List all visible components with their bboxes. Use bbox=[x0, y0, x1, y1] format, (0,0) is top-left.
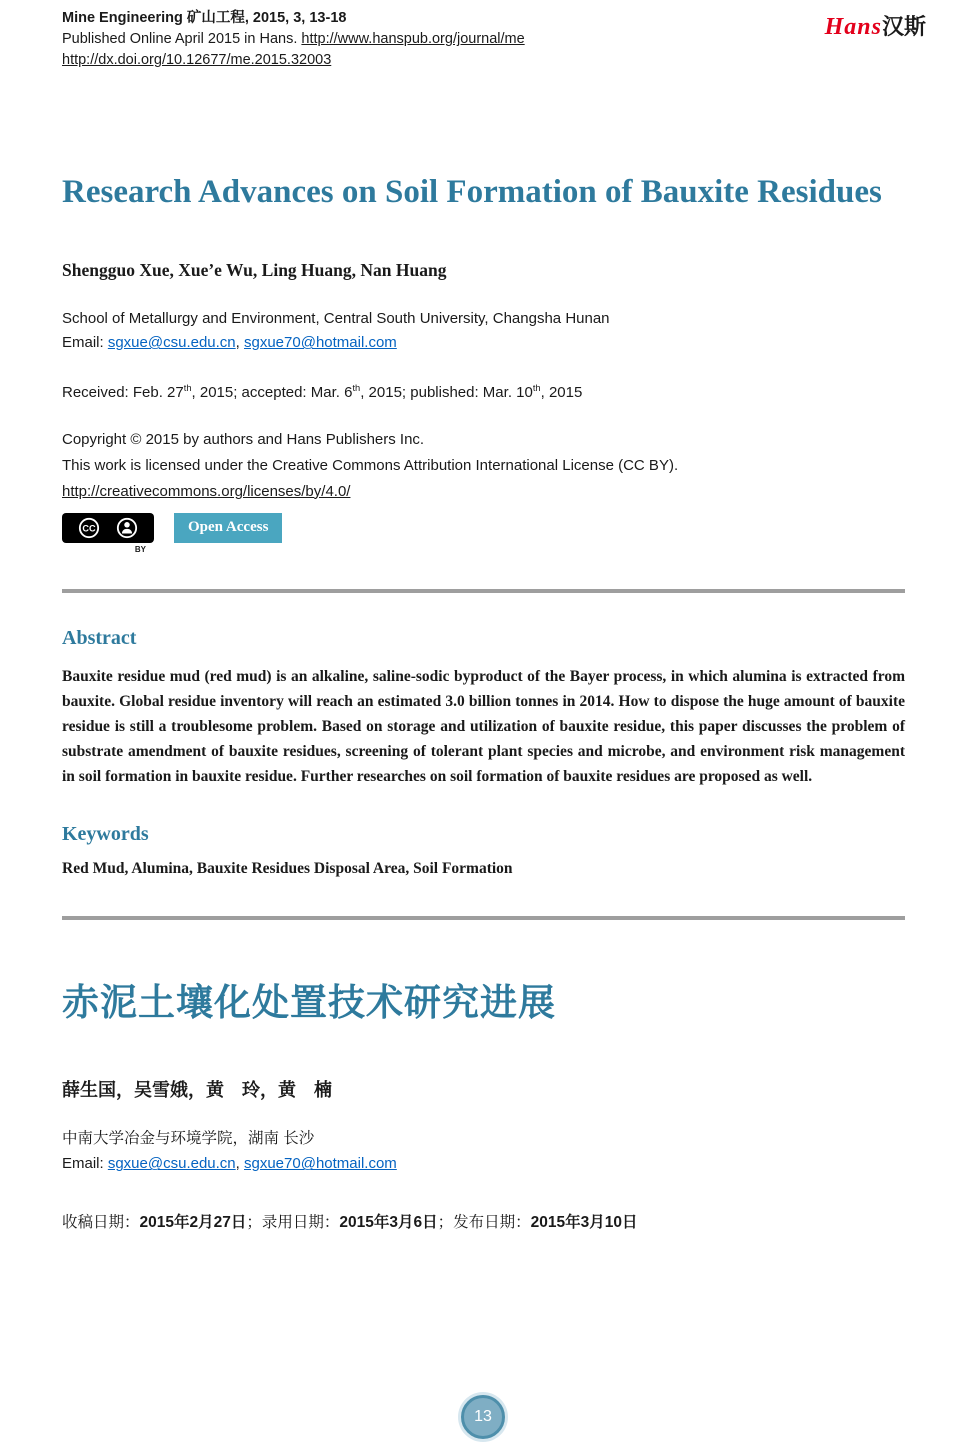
license-url-line bbox=[62, 479, 905, 505]
cn-received-label: 收稿日期： bbox=[62, 1214, 140, 1232]
affiliation-line: School of Metallurgy and Environment, Central South University, Changsha Hunan bbox=[62, 310, 610, 328]
cn-accepted-value: 2015年3月6日 bbox=[339, 1214, 438, 1232]
svg-text:CC: CC bbox=[82, 523, 96, 534]
cc-by-label: BY bbox=[134, 544, 146, 554]
cn-sep-2: ； bbox=[437, 1214, 454, 1232]
page-header bbox=[0, 0, 966, 71]
chinese-authors: 薛生国，吴雪娥，黄 玲，黄 楠 bbox=[62, 1080, 332, 1101]
year-part: , 2015 bbox=[540, 384, 583, 402]
received-accepted-published-line bbox=[62, 383, 905, 401]
license-link[interactable]: http://creativecommons.org/licenses/by/4.0/ bbox=[62, 482, 351, 500]
journal-info bbox=[62, 8, 525, 71]
license-line: This work is licensed under the Creative Commons Attribution International License (CC BY). bbox=[62, 456, 679, 474]
accepted-part: , 2015; accepted: Mar. 6 bbox=[191, 384, 353, 402]
divider-rule-top bbox=[62, 589, 905, 593]
cc-by-person-icon bbox=[116, 517, 138, 539]
chinese-affiliation: 中南大学冶金与环境学院，湖南 长沙 bbox=[62, 1130, 315, 1148]
email-separator: , bbox=[235, 334, 244, 352]
email-link-1[interactable]: sgxue@csu.edu.cn bbox=[107, 334, 236, 352]
received-part: Received: Feb. 27 bbox=[62, 384, 184, 402]
cc-by-badge[interactable] bbox=[62, 513, 154, 554]
published-prefix: Published Online April 2015 in Hans. bbox=[62, 31, 302, 48]
doi-line bbox=[62, 50, 525, 71]
copyright-block bbox=[62, 427, 905, 504]
hans-logo-text: Hans bbox=[824, 14, 882, 40]
divider-rule-bottom bbox=[62, 916, 905, 920]
keywords-heading: Keywords bbox=[62, 823, 149, 846]
cn-accepted-label: 录用日期： bbox=[261, 1214, 340, 1232]
cn-published-value: 2015年3月10日 bbox=[530, 1214, 638, 1232]
cn-published-label: 发布日期： bbox=[453, 1214, 531, 1232]
page-number-badge: 13 bbox=[461, 1395, 505, 1439]
accepted-sup: th bbox=[352, 383, 361, 394]
chinese-email-line bbox=[62, 1152, 905, 1176]
published-online-line bbox=[62, 29, 525, 50]
email-label: Email: bbox=[62, 334, 108, 352]
email-separator-cn: , bbox=[235, 1155, 244, 1173]
email-label-cn: Email: bbox=[62, 1155, 108, 1173]
received-sup: th bbox=[183, 383, 192, 394]
cc-icon bbox=[78, 517, 100, 539]
copyright-line: Copyright © 2015 by authors and Hans Publishers Inc. bbox=[62, 431, 425, 449]
email-link-2[interactable]: sgxue70@hotmail.com bbox=[244, 334, 397, 352]
hans-publisher-logo bbox=[825, 8, 926, 41]
email-link-cn-1[interactable]: sgxue@csu.edu.cn bbox=[107, 1155, 236, 1173]
journal-homepage-link[interactable]: http://www.hanspub.org/journal/me bbox=[301, 31, 525, 48]
published-part: , 2015; published: Mar. 10 bbox=[360, 384, 533, 402]
page-footer bbox=[0, 1395, 966, 1439]
open-access-badge[interactable]: Open Access bbox=[174, 513, 282, 543]
abstract-text: Bauxite residue mud (red mud) is an alkaline, saline-sodic byproduct of the Bayer process, in which alumina is extracted from bauxite. Global residue inventory will reach an estimated 3.0 billion tonnes in 2014. How to dispose the huge amount of bauxite residue is still a troublesome problem. Based on storage and utilization of bauxite residue, this paper discusses the problem of substrate amendment of bauxite residues, screening of tolerant plant species and microbe, and environment risk management in soil formation in bauxite residue. Further researches on soil formation of bauxite residues are proposed as well. bbox=[62, 667, 905, 786]
paper-title: Research Advances on Soil Formation of Bauxite Residues bbox=[62, 174, 882, 211]
email-link-cn-2[interactable]: sgxue70@hotmail.com bbox=[244, 1155, 397, 1173]
doi-link[interactable]: http://dx.doi.org/10.12677/me.2015.32003 bbox=[62, 52, 332, 69]
chinese-title: 赤泥土壤化处置技术研究进展 bbox=[62, 982, 556, 1024]
cn-sep-1: ； bbox=[246, 1214, 262, 1232]
cn-received-value: 2015年2月27日 bbox=[139, 1214, 247, 1232]
hans-logo-cn-text: 汉斯 bbox=[881, 14, 926, 39]
article-body bbox=[0, 167, 966, 1232]
keywords-text: Red Mud, Alumina, Bauxite Residues Disposal Area, Soil Formation bbox=[62, 860, 513, 878]
published-sup: th bbox=[532, 383, 541, 394]
license-badges bbox=[62, 513, 905, 554]
authors-line: Shengguo Xue, Xue’e Wu, Ling Huang, Nan Huang bbox=[62, 260, 447, 281]
journal-citation: Mine Engineering 矿山工程, 2015, 3, 13-18 bbox=[62, 10, 347, 26]
email-line bbox=[62, 331, 905, 355]
abstract-heading: Abstract bbox=[62, 626, 137, 649]
chinese-dates-line bbox=[62, 1210, 905, 1232]
